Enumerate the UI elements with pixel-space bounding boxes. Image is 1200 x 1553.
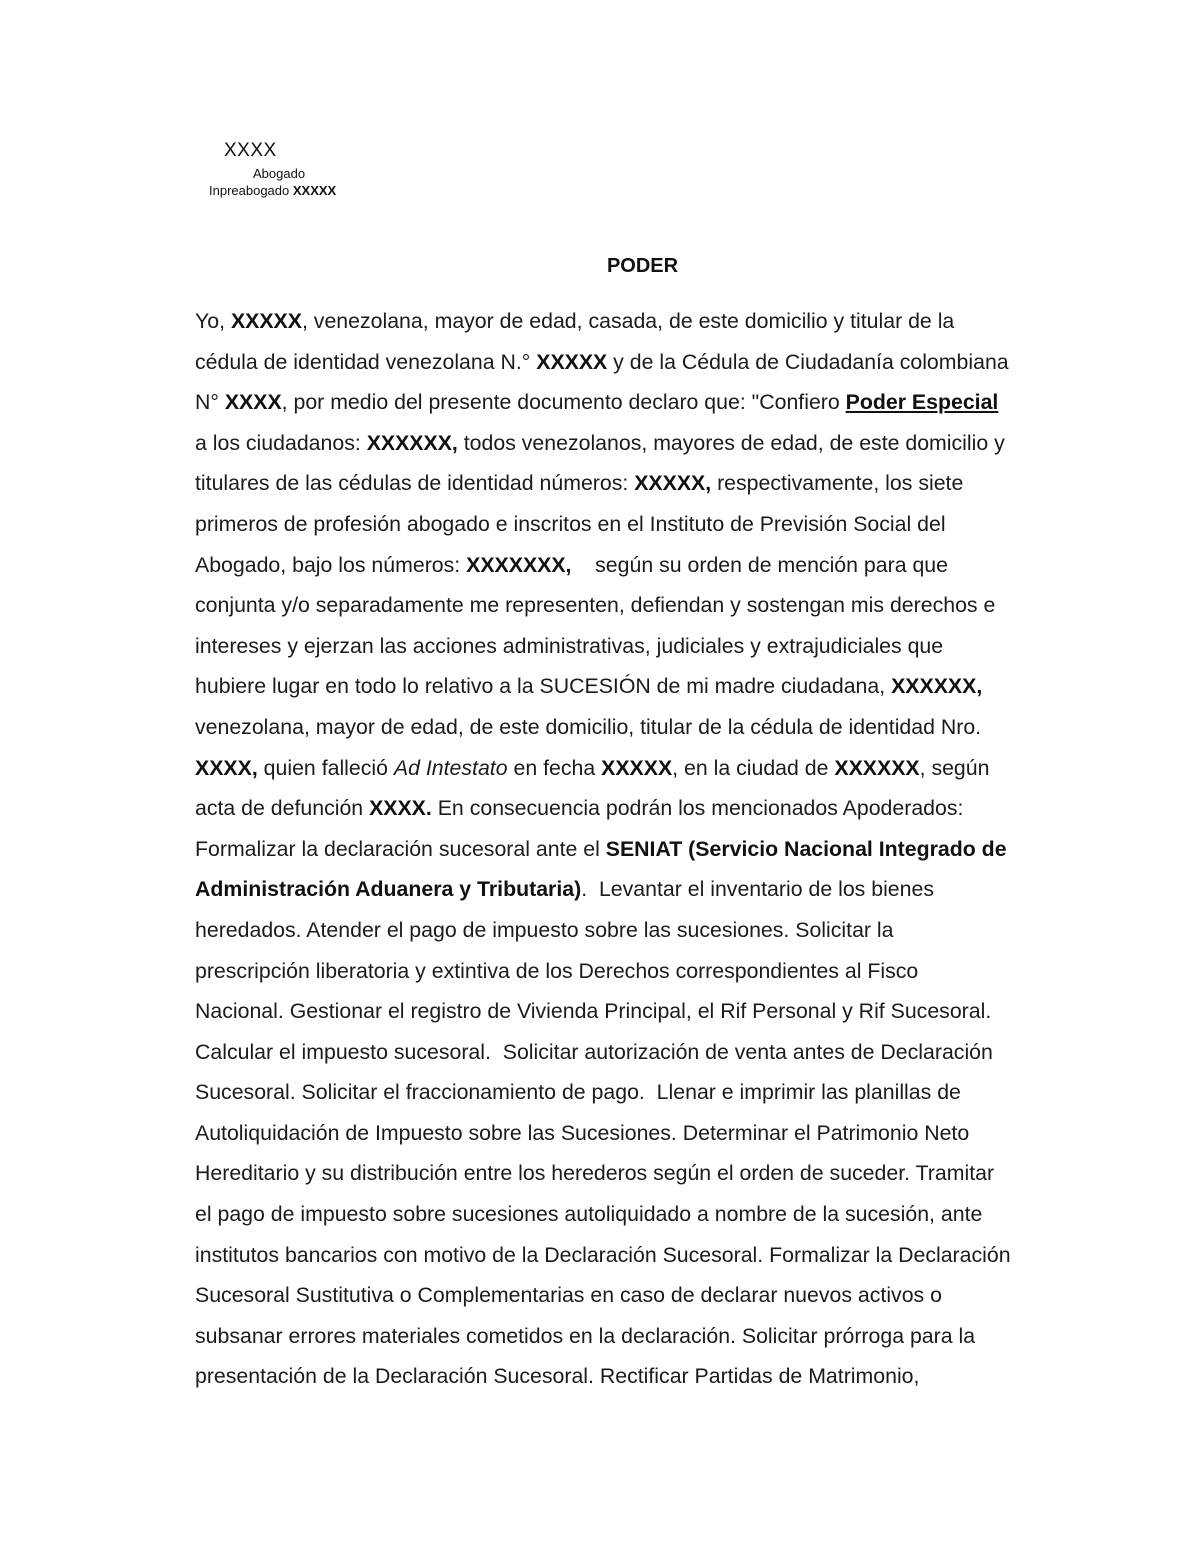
body-line [195, 1235, 1097, 1276]
body-line [195, 463, 1097, 504]
lawyer-name: XXXX [224, 140, 277, 161]
bold-text: XXXX, [195, 755, 258, 780]
bold-text: SENIAT (Servicio Nacional Integrado de [605, 836, 1007, 861]
body-text-run: presentación de la Declaración Sucesoral. Rectificar Partidas de Matrimonio, [195, 1364, 920, 1389]
body-line [195, 829, 1097, 870]
body-text-run: todos venezolanos, mayores de edad, de este domicilio y [457, 430, 1005, 455]
body-text-run: el pago de impuesto sobre sucesiones autoliquidado a nombre de la sucesión, ante [195, 1202, 983, 1227]
body-text-run: Sucesoral Sustitutiva o Complementarias en caso de declarar nuevos activos o [195, 1283, 942, 1308]
lawyer-registry [209, 183, 336, 198]
body-text-run: hubiere lugar en todo lo relativo a la SUCESIÓN de mi madre ciudadana, [195, 674, 892, 699]
body-line [195, 1316, 1097, 1357]
body-line [195, 1072, 1097, 1113]
body-text-run: acta de defunción [195, 796, 370, 821]
body-text-run: Nacional. Gestionar el registro de Vivienda Principal, el Rif Personal y Rif Sucesoral. [195, 999, 992, 1024]
body-text-run: , según [919, 755, 990, 780]
body-text-run: institutos bancarios con motivo de la Declaración Sucesoral. Formalizar la Declaración [195, 1242, 1011, 1267]
body-line [195, 301, 1097, 342]
body-text-run: Sucesoral. Solicitar el fraccionamiento de pago. Llenar e imprimir las planillas de [195, 1080, 961, 1105]
body-text-run: . Levantar el inventario de los bienes [581, 877, 934, 902]
body-text-run: cédula de identidad venezolana N.° [195, 349, 537, 374]
bold-text: XXXXXX, [366, 430, 458, 455]
body-line [195, 342, 1097, 383]
body-text-run: heredados. Atender el pago de impuesto sobre las sucesiones. Solicitar la [195, 917, 894, 942]
lawyer-title: Abogado [253, 166, 306, 181]
body-text-run: En consecuencia podrán los mencionados Apoderados: [431, 796, 964, 821]
bold-text: XXXX [224, 390, 282, 415]
bold-text: XXXXXX [834, 755, 920, 780]
body-text-run: titulares de las cédulas de identidad números: [195, 471, 635, 496]
body-line [195, 382, 1097, 423]
body-text-run: conjunta y/o separadamente me representen, defiendan y sostengan mis derechos e [195, 593, 996, 618]
body-text-run: a los ciudadanos: [195, 430, 367, 455]
body-text-run: , venezolana, mayor de edad, casada, de este domicilio y titular de la [301, 309, 955, 333]
body-text-run: N° [195, 390, 225, 415]
bold-text: XXXXX [536, 349, 608, 374]
body-text-run: prescripción liberatoria y extintiva de los Derechos correspondientes al Fisco [195, 958, 919, 983]
body-line [195, 545, 1097, 586]
body-text-run: Hereditario y su distribución entre los herederos según el orden de suceder. Tramitar [195, 1161, 995, 1186]
body-line [195, 1153, 1097, 1194]
body-line [195, 423, 1097, 464]
body-text-run: Abogado, bajo los números: [195, 552, 467, 577]
body-line [195, 788, 1097, 829]
bold-text: XXXXX [230, 309, 302, 333]
body-text-run: según su orden de mención para que [571, 552, 948, 577]
bold-text: XXXXX [601, 755, 673, 780]
body-line [195, 1356, 1097, 1397]
body-line [195, 504, 1097, 545]
body-text-run: Autoliquidación de Impuesto sobre las Sucesiones. Determinar el Patrimonio Neto [195, 1120, 970, 1145]
body-text-run: Calcular el impuesto sucesoral. Solicitar autorización de venta antes de Declaración [195, 1039, 993, 1064]
body-line [195, 626, 1097, 667]
bold-text: XXXXXX, [891, 674, 983, 699]
bold-text: Poder Especial [845, 390, 999, 415]
body-line [195, 585, 1097, 626]
italic-text: Ad Intestato [393, 755, 508, 780]
document-body [195, 301, 1097, 1397]
body-text-run: , por medio del presente documento declaro que: "Confiero [281, 390, 846, 415]
body-line [195, 748, 1097, 789]
body-text-run: intereses y ejerzan las acciones administrativas, judiciales y extrajudiciales que [195, 633, 944, 658]
body-line [195, 951, 1097, 992]
body-text-run: venezolana, mayor de edad, de este domicilio, titular de la cédula de identidad Nro. [195, 714, 982, 739]
body-text-run: en fecha [507, 755, 602, 780]
body-line [195, 666, 1097, 707]
body-line [195, 910, 1097, 951]
registry-number: XXXXX [292, 183, 337, 198]
bold-text: XXXX. [369, 796, 432, 821]
bold-text: XXXXXXX, [466, 552, 572, 577]
registry-label: Inpreabogado [209, 183, 290, 198]
body-text-run: Formalizar la declaración sucesoral ante el [195, 836, 606, 861]
body-text-run: respectivamente, los siete [711, 471, 964, 496]
body-line [195, 707, 1097, 748]
body-text-run: primeros de profesión abogado e inscritos en el Instituto de Previsión Social del [195, 511, 946, 536]
body-text-run: y de la Cédula de Ciudadanía colombiana [607, 349, 1009, 374]
body-text-run: quien falleció [257, 755, 394, 780]
body-line [195, 869, 1097, 910]
body-text-run: Yo, [195, 309, 231, 333]
body-text-run: subsanar errores materiales cometidos en la declaración. Solicitar prórroga para la [195, 1323, 976, 1348]
body-line [195, 1032, 1097, 1073]
bold-text: XXXXX, [634, 471, 712, 496]
body-text-run: , en la ciudad de [672, 755, 835, 780]
body-line [195, 991, 1097, 1032]
body-line [195, 1275, 1097, 1316]
document-title: PODER [606, 255, 679, 277]
body-line [195, 1194, 1097, 1235]
body-line [195, 1113, 1097, 1154]
bold-text: Administración Aduanera y Tributaria) [195, 877, 582, 902]
